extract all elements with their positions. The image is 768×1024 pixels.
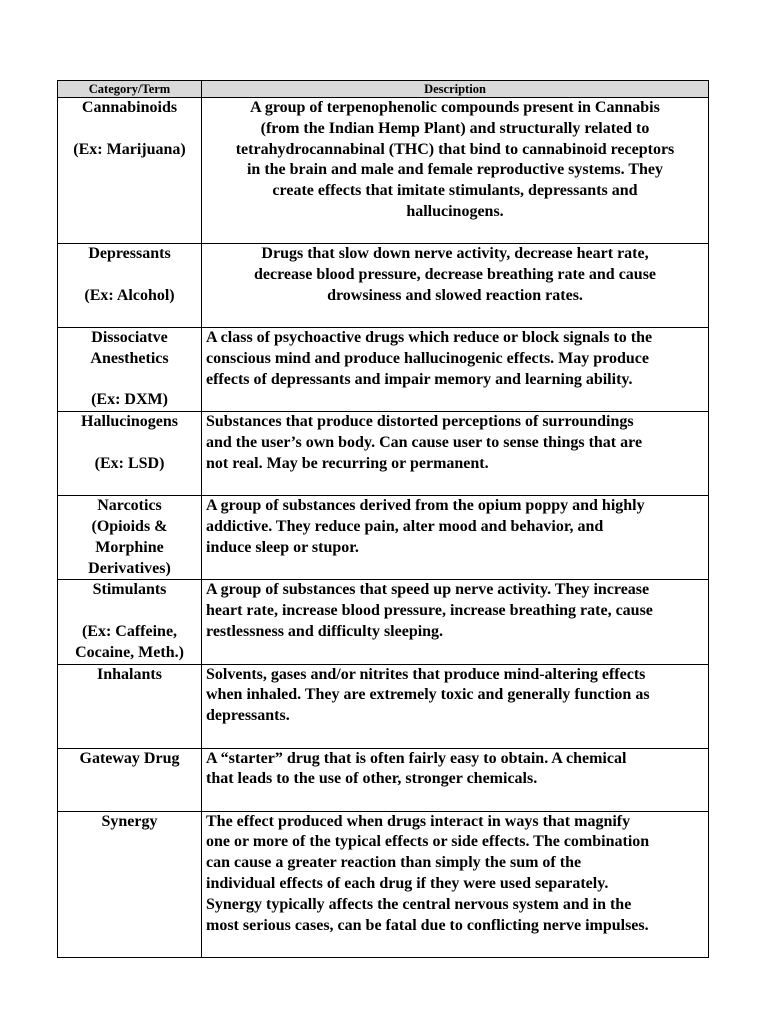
description-line: create effects that imitate stimulants, depressants and [272, 182, 638, 200]
table-row [58, 496, 709, 580]
term-text: Cannabinoids [81, 99, 178, 116]
term-text: (Ex: DXM) [91, 391, 168, 409]
table-row [58, 664, 709, 748]
description-line: A “starter” drug that is often fairly easy to obtain. A chemical [206, 749, 627, 767]
description-line: Synergy typically affects the central nervous system and in the [206, 895, 632, 913]
table-row [58, 244, 709, 328]
category-term-cell [58, 664, 202, 748]
description-line: restlessness and difficulty sleeping. [206, 622, 444, 640]
description-line: induce sleep or stupor. [206, 538, 359, 556]
description-line: most serious cases, can be fatal due to conflicting nerve impulses. [206, 916, 649, 934]
table-row [58, 412, 709, 496]
description-line: (from the Indian Hemp Plant) and structurally related to [260, 119, 650, 137]
description-cell [202, 811, 709, 957]
term-text: Derivatives) [88, 559, 171, 577]
category-term-cell [58, 748, 202, 811]
description-line: A group of terpenophenolic compounds present in Cannabis [250, 99, 660, 116]
term-text: Dissociatve [91, 329, 168, 346]
description-cell [202, 412, 709, 496]
category-term-cell [58, 328, 202, 412]
description-line: conscious mind and produce hallucinogenic effects. May produce [206, 349, 649, 367]
table-row [58, 580, 709, 664]
description-line: effects of depressants and impair memory and learning ability. [206, 370, 633, 388]
description-line: one or more of the typical effects or side effects. The combination [206, 833, 650, 851]
category-term-cell [58, 244, 202, 328]
term-text: Inhalants [97, 665, 162, 683]
term-text: (Ex: Alcohol) [84, 286, 175, 304]
table-body [58, 98, 709, 958]
description-cell [202, 328, 709, 412]
term-text: Morphine [95, 538, 164, 556]
category-term-cell [58, 580, 202, 664]
description-line: that leads to the use of other, stronger chemicals. [206, 770, 538, 788]
term-text: Narcotics [97, 497, 162, 515]
term-text: Gateway Drug [79, 749, 180, 767]
category-term-cell [58, 412, 202, 496]
term-text: Anesthetics [90, 349, 169, 367]
description-line: heart rate, increase blood pressure, increase breathing rate, cause [206, 602, 653, 620]
description-line: A group of substances derived from the opium poppy and highly [206, 497, 645, 515]
term-text: Stimulants [92, 581, 167, 599]
term-text: (Ex: Caffeine, [81, 622, 178, 640]
description-cell [202, 244, 709, 328]
term-spacer [62, 433, 197, 454]
table-row [58, 748, 709, 811]
term-text: Hallucinogens [81, 413, 178, 431]
description-line: when inhaled. They are extremely toxic and generally function as [206, 686, 650, 704]
description-line: tetrahydrocannabinal (THC) that bind to cannabinoid receptors [235, 140, 675, 158]
category-term-cell [58, 811, 202, 957]
header-category-term: Category/Term [58, 81, 202, 98]
term-spacer [62, 119, 197, 140]
description-line: Substances that produce distorted perceptions of surroundings [206, 413, 634, 431]
description-line: in the brain and male and female reproductive systems. They [246, 161, 663, 179]
term-text: (Opioids & [91, 517, 168, 535]
term-text: Cocaine, Meth.) [75, 643, 184, 661]
drug-glossary-table [57, 80, 709, 958]
description-line: A group of substances that speed up nerve activity. They increase [206, 581, 650, 599]
description-line: A class of psychoactive drugs which reduce or block signals to the [206, 329, 653, 346]
term-spacer [62, 265, 197, 286]
term-text: Depressants [88, 245, 171, 262]
description-line: The effect produced when drugs interact in ways that magnify [206, 812, 631, 830]
header-description: Description [202, 81, 709, 98]
description-line: decrease blood pressure, decrease breathing rate and cause [253, 265, 657, 283]
table-row [58, 98, 709, 244]
description-line: not real. May be recurring or permanent. [206, 454, 489, 472]
description-line: addictive. They reduce pain, alter mood and behavior, and [206, 517, 604, 535]
term-spacer [62, 370, 197, 391]
term-text: (Ex: LSD) [94, 454, 165, 472]
description-cell [202, 496, 709, 580]
category-term-cell [58, 98, 202, 244]
description-line: Drugs that slow down nerve activity, decrease heart rate, [261, 245, 649, 262]
description-line: Solvents, gases and/or nitrites that produce mind-altering effects [206, 665, 646, 683]
description-cell [202, 580, 709, 664]
description-line: can cause a greater reaction than simply the sum of the [206, 854, 582, 872]
term-text: (Ex: Marijuana) [73, 140, 186, 158]
description-line: drowsiness and slowed reaction rates. [327, 286, 583, 304]
description-line: hallucinogens. [406, 202, 504, 220]
table-row [58, 328, 709, 412]
category-term-cell [58, 496, 202, 580]
description-cell [202, 748, 709, 811]
description-cell [202, 664, 709, 748]
description-line: individual effects of each drug if they were used separately. [206, 874, 609, 892]
table-row [58, 811, 709, 957]
term-text: Synergy [101, 812, 158, 830]
table-header-row [58, 81, 709, 98]
description-line: depressants. [206, 707, 290, 725]
description-cell [202, 98, 709, 244]
description-line: and the user’s own body. Can cause user to sense things that are [206, 433, 643, 451]
term-spacer [62, 601, 197, 622]
